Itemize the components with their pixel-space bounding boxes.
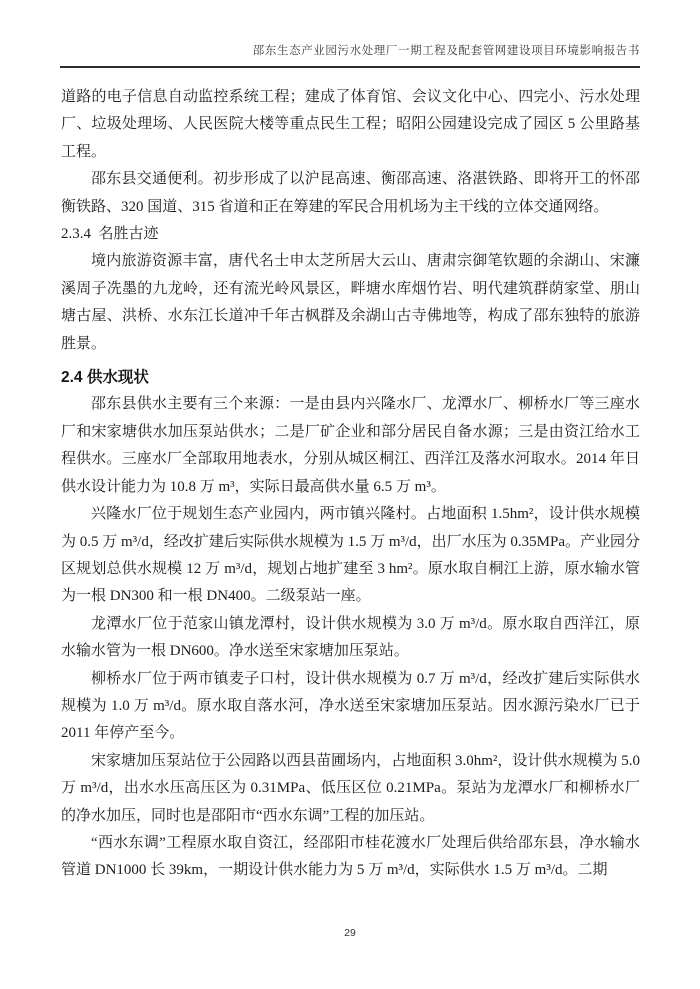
header-rule (60, 66, 640, 68)
paragraph-scenic-spots: 境内旅游资源丰富，唐代名士申太芝所居大云山、唐肃宗御笔钦题的余湖山、宋濂溪周子冼墨的九龙岭，还有流光岭风景区，畔塘水库烟竹岩、明代建筑群荫家堂、朋山塘古屋、洪桥、水东江长道冲千年古枫群及余湖山古寺佛地等，构成了邵东独特的旅游胜景。 (61, 253, 640, 352)
document-body (61, 84, 640, 885)
paragraph-songjiatang-pump-station: 宋家塘加压泵站位于公园路以西县苗圃场内，占地面积 3.0hm²，设计供水规模为 5.0 万 m³/d，出水水压高压区为 0.31MPa、低压区位 0.21MPa。泵站为龙潭水厂和柳桥水厂的净水加压，同时也是邵阳市“西水东调”工程的加压站。 (61, 752, 640, 824)
section-heading-2-3-4: 2.3.4 名胜古迹 (61, 226, 159, 243)
paragraph-west-to-east-water-project: “西水东调”工程原水取自资江，经邵阳市桂花渡水厂处理后供给邵东县，净水输水管道 DN1000 长 39km，一期设计供水能力为 5 万 m³/d，实际供水 1.5 万 m³/d。二期 (61, 834, 640, 879)
paragraph-continuation: 道路的电子信息自动监控系统工程；建成了体育馆、会议文化中心、四完小、污水处理厂、垃圾处理场、人民医院大楼等重点民生工程；昭阳公园建设完成了园区 5 公里路基工程。 (61, 89, 640, 160)
paragraph-water-supply-sources: 邵东县供水主要有三个来源：一是由县内兴隆水厂、龙潭水厂、柳桥水厂等三座水厂和宋家塘供水加压泵站供水；二是厂矿企业和部分居民自备水源；三是由资江给水工程供水。三座水厂全部取用地表水，分别从城区桐江、西洋江及落水河取水。2014 年日供水设计能力为 10.8 万 m³，实际日最高供水量 6.5 万 m³。 (61, 396, 640, 495)
paragraph-liuqiao-waterworks: 柳桥水厂位于两市镇麦子口村，设计供水规模为 0.7 万 m³/d，经改扩建后实际供水规模为 1.0 万 m³/d。原水取自落水河，净水送至宋家塘加压泵站。因水源污染水厂已于 2011 年停产至今。 (61, 670, 640, 742)
paragraph-xinglong-waterworks: 兴隆水厂位于规划生态产业园内，两市镇兴隆村。占地面积 1.5hm²，设计供水规模为 0.5 万 m³/d，经改扩建后实际供水规模为 1.5 万 m³/d，出厂水压为 0.35MPa。产业园分区规划总供水规模 12 万 m³/d，规划占地扩建至 3 hm²。原水取自桐江上游，原水输水管为一根 DN300 和一根 DN400。二级泵站一座。 (61, 506, 641, 605)
paragraph-transport: 邵东县交通便利。初步形成了以沪昆高速、衡邵高速、洛湛铁路、即将开工的怀邵衡铁路、320 国道、315 省道和正在筹建的军民合用机场为主干线的立体交通网络。 (61, 171, 640, 215)
running-header-title: 邵东生态产业园污水处理厂一期工程及配套管网建设项目环境影响报告书 (252, 45, 640, 57)
paragraph-longtan-waterworks: 龙潭水厂位于范家山镇龙潭村，设计供水规模为 3.0 万 m³/d。原水取自西洋江，原水输水管为一根 DN600。净水送至宋家塘加压泵站。 (61, 615, 640, 660)
section-heading-2-4: 2.4 供水现状 (61, 369, 149, 387)
page-number: 29 (344, 927, 356, 939)
